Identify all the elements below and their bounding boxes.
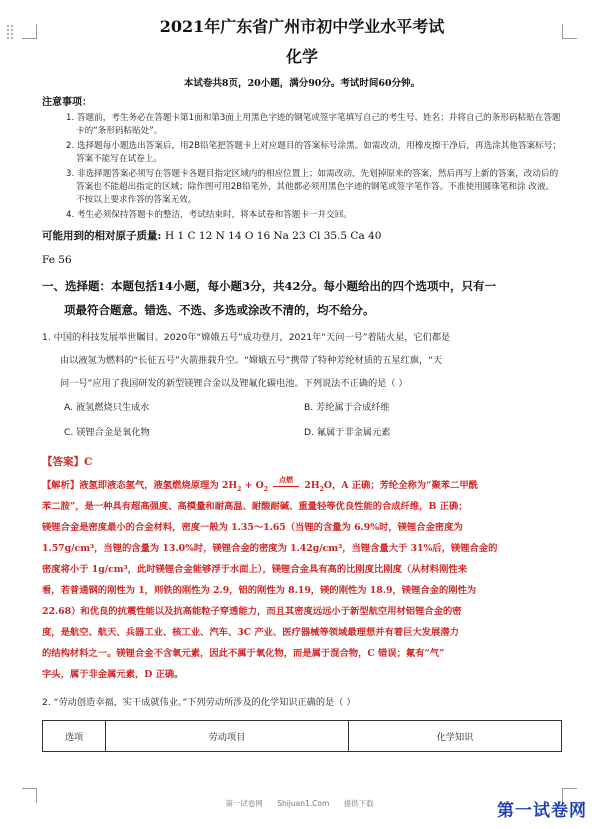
exam-info: 本试卷共8页，20小题，满分90分。考试时间60分钟。 xyxy=(183,78,421,89)
analysis-line: 22.68）和优良的抗震性能以及抗高能粒子穿透能力，而且其密度远远小于新型航空用材铝锂合金的密 xyxy=(42,606,462,617)
section-line-2: 项最符合题意。错选、不选、多选或涂改不清的，均不给分。 xyxy=(64,303,375,317)
analysis-product-tail: O，A 正确；芳纶全称为“聚苯二甲酰 xyxy=(323,480,478,491)
reaction-condition: 点燃 xyxy=(279,475,294,484)
q1-line-1: 1. 中国的科技发展举世瞩目。2020年“嫦娥五号”成功登月，2021年“天问一号”着陆火星，它们都是 xyxy=(42,332,451,343)
q1-option-d: D. 氟属于非金属元素 xyxy=(304,427,391,438)
question-2-stem: 2. “劳动创造幸福，实干成就伟业。”下列劳动所涉及的化学知识正确的是（ ） xyxy=(42,697,356,708)
section-line-1: 一、选择题：本题包括14小题，每小题3分，共42分。每小题给出的四个选项中，只有一 xyxy=(42,279,497,293)
notes-heading: 注意事项： xyxy=(42,97,92,108)
table-header-option: 选项 xyxy=(43,721,106,752)
exam-subject: 化学 xyxy=(285,47,318,66)
exam-title: 2021年广东省广州市初中学业水平考试 xyxy=(159,17,445,36)
q1-analysis: 【解析】液氢即液态氢气，液氢燃烧原理为 $2H_2 + O_2$ 点燃 $2H_2O$，A 正确；芳纶全称为“聚苯二甲酰 苯二胺”，是一种具有超高强度、高模量和耐高温、耐酸耐碱、重量轻等优良性能的合成纤维，B 正确； 镁锂合金是密度最小的合金材料，密度一般为 1.35～1.65（当锂的含量为 6.9%时，镁锂合金密度为 1.57g/cm³，当锂的含量为 13.0%时，镁锂合金的密度为 1.42g/cm³，当锂含量大于 31%后，镁锂合金的 密度将小于 1g/cm³，此时镁锂合金能够浮于水面上），镁锂合金具有高的比刚度比刚度（从材料刚性来 看，若普通钢的刚性为 1，则铁的刚性为 2.9，铝的刚性为 8.19，镁的刚性为 18.9，镁锂合金的刚性为 22.68）和优良的抗震性能以及抗高能粒子穿透能力，而且其密度远远小于新型航空用材铝锂合金的密 度，是航空、航天、兵器工业、核工业、汽车、3C 产业、医疗器械等领域最理想并有着巨大发展潜力 的结构材料之一。镁锂合金不含氧元素，因此不属于氧化物，而是属于混合物，C 错误；氟有“气” 字头，属于非金属元素，D 正确。 xyxy=(42,475,562,685)
q1-line-3: 问一号”应用了我国研发的新型镁锂合金以及锂氟化碳电池。下列说法不正确的是（ ） xyxy=(60,378,408,389)
footer-site-url[interactable]: Shijuan1.Com xyxy=(277,799,330,808)
crop-mark-top-right xyxy=(562,24,577,39)
site-watermark-logo: 第一试卷网 xyxy=(497,801,587,821)
analysis-line: 字头，属于非金属元素，D 正确。 xyxy=(42,669,184,680)
footer-site-name: 第一试卷网 xyxy=(225,799,263,808)
analysis-line: 镁锂合金是密度最小的合金材料，密度一般为 1.35～1.65（当锂的含量为 6.9%时，镁锂合金密度为 xyxy=(42,522,463,533)
drag-handle-icon[interactable] xyxy=(6,24,14,40)
atomic-masses-values: H 1 C 12 N 14 O 16 Na 23 Cl 35.5 Ca 40 xyxy=(165,230,382,242)
analysis-product: 2H xyxy=(301,480,320,491)
note-item: 4. 考生必须保持答题卡的整洁，考试结束时，将本试卷和答题卡一并交回。 xyxy=(66,210,352,220)
analysis-line: 1.57g/cm³，当锂的含量为 13.0%时，镁锂合金的密度为 1.42g/cm³，当锂含量大于 31%后，镁锂合金的 xyxy=(42,543,498,554)
crop-mark-top-left xyxy=(22,24,37,39)
q1-line-2: 由以液氢为燃料的“长征五号”火箭推载升空。“嫦娥五号”携带了特种芳纶材质的五星红旗，“天 xyxy=(60,355,443,366)
q1-option-b: B. 芳纶属于合成纤维 xyxy=(304,402,390,413)
section-heading xyxy=(42,274,562,322)
atomic-masses xyxy=(42,224,562,272)
q1-answer: 【答案】C xyxy=(42,456,93,468)
note-item: 3. 非选择题答案必须写在答题卡各题目指定区域内的相应位置上；如需改动，先划掉原来的答案，然后再写上新的答案，改动后的答案也不能超出指定的区域；除作图可用2B铅笔外，其他都必须用黑色字迹的钢笔或签字笔作答。不准使用圆珠笔和涂 改液。不按以上要求作答的答案无效。 xyxy=(66,169,559,205)
q1-option-c: C. 镁锂合金是氧化物 xyxy=(64,427,150,438)
analysis-head: 【解析】液氢即液态氢气，液氢燃烧原理为 2H xyxy=(42,480,238,491)
analysis-line: 的结构材料之一。镁锂合金不含氧元素，因此不属于氧化物，而是属于混合物，C 错误；氟有“气” xyxy=(42,648,445,659)
analysis-plus: + O xyxy=(241,480,264,491)
note-item: 2. 选择题每小题选出答案后，用2B铅笔把答题卡上对应题目的答案标号涂黑。如需改动，用橡皮擦干净后，再选涂其他答案标号；答案不能写在试卷上。 xyxy=(66,141,561,164)
atomic-masses-cont: Fe 56 xyxy=(42,254,72,266)
document-body xyxy=(42,16,562,752)
question-1-stem xyxy=(42,326,562,395)
table-header-knowledge: 化学知识 xyxy=(349,721,562,752)
note-item: 1. 答题前，考生务必在答题卡第1面和第3面上用黑色字迹的钢笔或签字笔填写自己的考生号、姓名；并将自己的条形码粘贴在答题卡的“条形码粘贴处”。 xyxy=(66,113,561,136)
q2-table xyxy=(42,720,562,752)
atomic-masses-label: 可能用到的相对原子质量: xyxy=(42,230,162,242)
q1-option-a: A. 液氢燃烧只生成水 xyxy=(64,402,150,413)
q1-options xyxy=(42,395,562,445)
reaction-arrow xyxy=(271,475,301,496)
table-header-task: 劳动项目 xyxy=(106,721,349,752)
footer-provider: 提供下载 xyxy=(343,799,374,808)
analysis-line: 密度将小于 1g/cm³，此时镁锂合金能够浮于水面上），镁锂合金具有高的比刚度比刚度（从材料刚性来 xyxy=(42,564,467,575)
analysis-line: 苯二胺”，是一种具有超高强度、高模量和耐高温、耐酸耐碱、重量轻等优良性能的合成纤维，B 正确； xyxy=(42,501,468,512)
table-row xyxy=(43,721,562,752)
analysis-line: 看，若普通钢的刚性为 1，则铁的刚性为 2.9，铝的刚性为 8.19，镁的刚性为 18.9，镁锂合金的刚性为 xyxy=(42,585,477,596)
analysis-line: 度，是航空、航天、兵器工业、核工业、汽车、3C 产业、医疗器械等领域最理想并有着巨大发展潜力 xyxy=(42,627,459,638)
